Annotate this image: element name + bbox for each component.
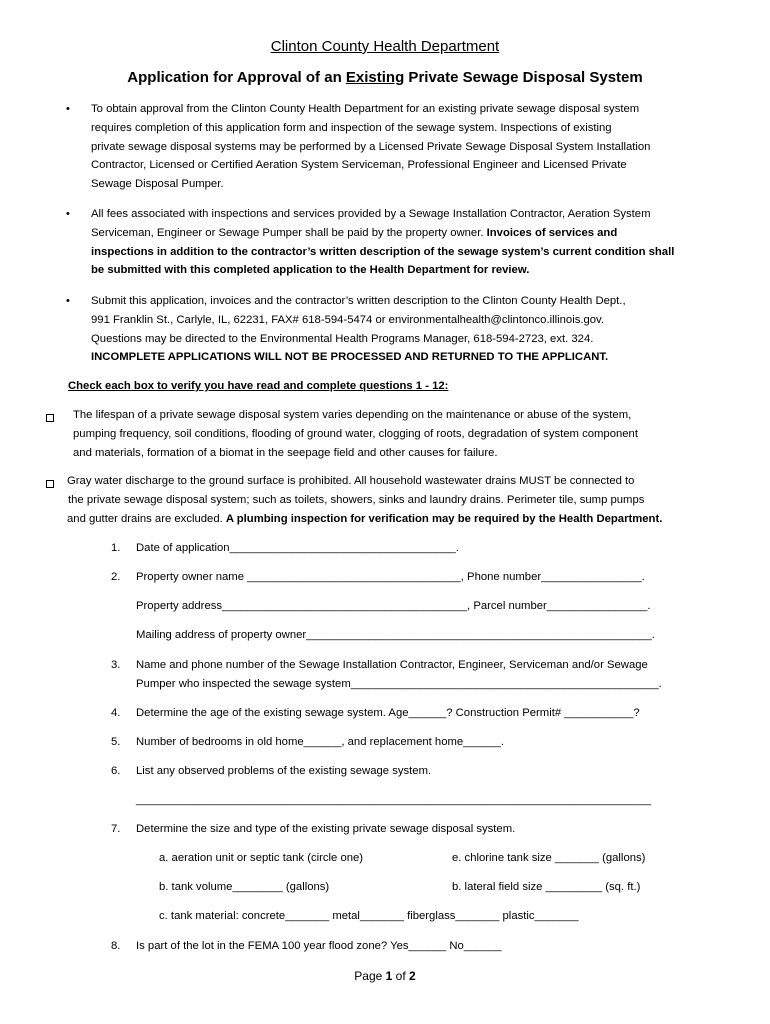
department-heading: Clinton County Health Department xyxy=(270,38,500,55)
date-of-application-field[interactable]: Date of application____________________________________. xyxy=(136,542,459,554)
text-line: private sewage disposal systems may be performed by a Licensed Private Sewage Disposal System Installation xyxy=(91,140,651,153)
text-line: Sewage Disposal Pumper. xyxy=(91,178,224,191)
text-line: 991 Franklin St., Carlyle, IL, 62231, FAX# 618-594-5474 or environmentalhealth@clintonco.illinois.gov. xyxy=(91,313,605,326)
text-line: Questions may be directed to the Environmental Health Programs Manager, 618-594-2723, ext. 324. xyxy=(91,332,594,345)
text-line: pumping frequency, soil conditions, flooding of ground water, clogging of roots, degradation of system component xyxy=(73,427,638,440)
bullet-icon: • xyxy=(66,208,70,220)
chlorine-tank-size-field[interactable]: e. chlorine tank size _______ (gallons) xyxy=(452,852,646,864)
bullet-icon: • xyxy=(66,295,70,307)
title-underlined: Existing xyxy=(345,69,405,86)
page-mid: of xyxy=(392,969,410,983)
checklist-heading: Check each box to verify you have read and complete questions 1 - 12: xyxy=(68,380,449,392)
text-plain: Serviceman, Engineer or Sewage Pumper shall be paid by the property owner. xyxy=(91,226,487,239)
bullet-icon: • xyxy=(66,103,70,115)
title-part-2: Private Sewage Disposal System xyxy=(404,69,643,86)
bullet-paragraph-3 xyxy=(91,292,731,367)
question-text: Name and phone number of the Sewage Installation Contractor, Engineer, Serviceman and/or Sewage xyxy=(136,659,648,671)
text-line: To obtain approval from the Clinton County Health Department for an existing private sewage disposal system xyxy=(91,103,640,115)
checkbox-text-2 xyxy=(66,472,736,528)
property-owner-phone-field[interactable]: Property owner name __________________________________, Phone number________________. xyxy=(136,571,645,583)
observed-problems-field[interactable]: __________________________________________________________________________________ xyxy=(136,794,652,806)
question-number: 2. xyxy=(111,571,121,583)
mailing-address-field[interactable]: Mailing address of property owner_______________________________________________________. xyxy=(136,629,655,641)
tank-material-field[interactable]: c. tank material: concrete_______ metal_______ fiberglass_______ plastic_______ xyxy=(159,910,579,922)
text-line: inspections in addition to the contractor’s written description of the sewage system’s current condition shall xyxy=(91,245,675,258)
title-part-1: Application for Approval of an xyxy=(127,69,346,86)
checkbox-gray-water[interactable] xyxy=(46,480,54,488)
page-total: 2 xyxy=(409,969,416,983)
question-text: List any observed problems of the existing sewage system. xyxy=(136,765,432,777)
checkbox-lifespan[interactable] xyxy=(46,414,54,422)
aeration-septic-option[interactable]: a. aeration unit or septic tank (circle one) xyxy=(159,852,364,864)
lateral-field-size-field[interactable]: b. lateral field size _________ (sq. ft.) xyxy=(452,881,641,893)
question-number: 5. xyxy=(111,736,121,748)
question-number: 1. xyxy=(111,542,121,554)
text-line: the private sewage disposal system; such as toilets, showers, sinks and laundry drains. Perimeter tile, sump pumps xyxy=(68,493,645,506)
text-line xyxy=(66,510,736,529)
page-prefix: Page xyxy=(354,969,386,983)
text-line: Gray water discharge to the ground surface is prohibited. All household wastewater drains MUST be connected to xyxy=(67,475,635,487)
text-line: requires completion of this application form and inspection of the sewage system. Inspections of existing xyxy=(91,121,612,134)
system-age-permit-field[interactable]: Determine the age of the existing sewage system. Age______? Construction Permit# ___________? xyxy=(136,707,640,719)
text-bold: Invoices of services and xyxy=(486,226,618,239)
text-line: and materials, formation of a biomat in the seepage field and other causes for failure. xyxy=(73,446,498,459)
question-number: 8. xyxy=(111,940,121,952)
text-line: All fees associated with inspections and services provided by a Sewage Installation Contractor, Aeration System xyxy=(91,208,651,220)
bedrooms-field[interactable]: Number of bedrooms in old home______, and replacement home______. xyxy=(136,736,505,748)
tank-volume-field[interactable]: b. tank volume________ (gallons) xyxy=(159,881,330,893)
inspector-name-field[interactable]: Pumper who inspected the sewage system_________________________________________________. xyxy=(136,678,662,690)
bullet-paragraph-1 xyxy=(91,100,731,194)
text-line: Contractor, Licensed or Certified Aeration System Serviceman, Professional Engineer and Licensed Private xyxy=(91,159,627,172)
question-number: 7. xyxy=(111,823,121,835)
text-line: be submitted with this completed application to the Health Department for review. xyxy=(91,264,530,277)
question-number: 4. xyxy=(111,707,121,719)
question-number: 6. xyxy=(111,765,121,777)
checkbox-text-1 xyxy=(73,406,733,462)
question-number: 3. xyxy=(111,659,121,671)
property-address-parcel-field[interactable]: Property address_______________________________________, Parcel number________________. xyxy=(136,600,651,612)
text-line: The lifespan of a private sewage disposal system varies depending on the maintenance or abuse of the system, xyxy=(73,409,632,421)
flood-zone-field[interactable]: Is part of the lot in the FEMA 100 year flood zone? Yes______ No______ xyxy=(136,940,502,952)
text-line: Submit this application, invoices and the contractor’s written description to the Clinton County Health Dept., xyxy=(91,295,626,307)
page-title xyxy=(0,68,770,88)
question-text: Determine the size and type of the existing private sewage disposal system. xyxy=(136,823,516,835)
text-bold: A plumbing inspection for verification may be required by the Health Department. xyxy=(225,512,663,525)
text-line: INCOMPLETE APPLICATIONS WILL NOT BE PROCESSED AND RETURNED TO THE APPLICANT. xyxy=(91,351,609,364)
text-plain: and gutter drains are excluded. xyxy=(67,512,226,525)
bullet-paragraph-2 xyxy=(91,205,731,280)
text-line xyxy=(91,224,731,243)
page-footer xyxy=(0,967,770,986)
page-number: 1 xyxy=(385,969,393,983)
